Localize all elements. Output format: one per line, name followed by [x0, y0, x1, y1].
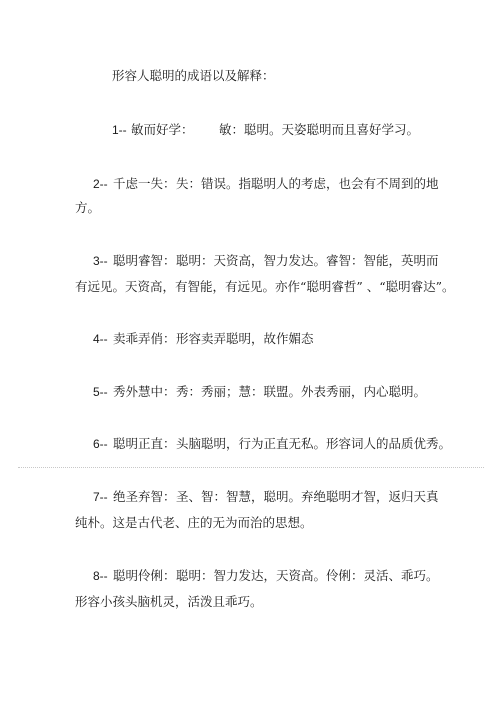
document-title: 形容人聪明的成语以及解释： [112, 68, 275, 83]
explanation-continuation: 方。 [75, 200, 101, 215]
explanation: 形容卖弄聪明，故作媚态 [176, 331, 314, 346]
explanation: 聪明：智力发达，天资高。伶俐：灵活、乖巧。 [176, 568, 439, 583]
idiom: 聪明睿智： [113, 253, 176, 268]
explanation: 头脑聪明，行为正直无私。形容词人的品质优秀。 [176, 436, 452, 451]
explanation: 圣、智：智慧，聪明。弃绝聪明才智，返归天真 [176, 489, 439, 504]
explanation: 聪明：天资高，智力发达。睿智：智能，英明而 [176, 253, 439, 268]
explanation-continuation: 纯朴。这是古代老、庄的无为而治的思想。 [75, 515, 313, 530]
page-divider [18, 467, 484, 468]
idiom: 千虑一失： [113, 176, 176, 191]
idiom: 秀外慧中： [113, 384, 176, 399]
idiom: 聪明伶俐： [113, 568, 176, 583]
idiom: 卖乖弄俏： [113, 331, 176, 346]
entry-number: 1-- [112, 123, 127, 137]
explanation: 失：错误。指聪明人的考虑，也会有不周到的地 [176, 176, 439, 191]
entry-number: 3-- [93, 254, 108, 268]
explanation-continuation: 形容小孩头脑机灵，活泼且乖巧。 [75, 594, 263, 609]
entry-number: 4-- [93, 332, 108, 346]
entry-number: 8-- [93, 569, 108, 583]
entry-number: 2-- [93, 177, 108, 191]
explanation: 秀：秀丽；慧：联盟。外表秀丽，内心聪明。 [176, 384, 427, 399]
idiom: 聪明正直： [113, 436, 176, 451]
entry-number: 6-- [93, 437, 108, 451]
entry-number: 7-- [93, 490, 108, 504]
idiom: 绝圣弃智： [113, 489, 176, 504]
explanation: 敏：聪明。天姿聪明而且喜好学习。 [219, 122, 420, 137]
entry-number: 5-- [93, 385, 108, 399]
idiom: 敏而好学： [131, 122, 194, 137]
explanation-continuation: 有远见。天资高，有智能，有远见。亦作“聪明睿哲” 、“聪明睿达”。 [75, 279, 455, 294]
